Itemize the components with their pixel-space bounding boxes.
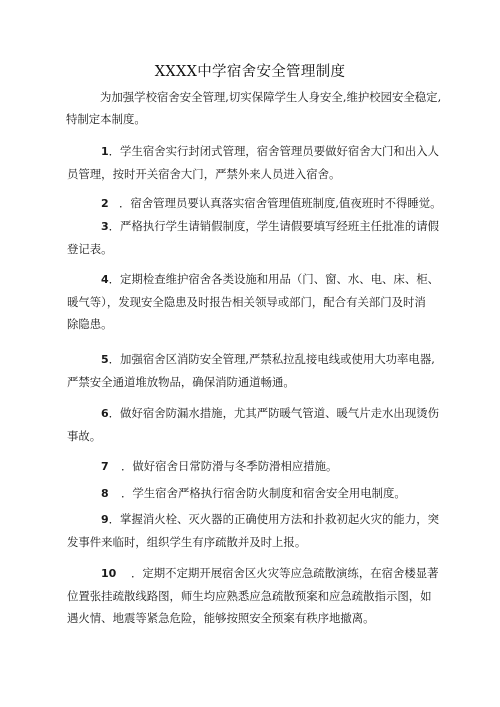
rule-item-10 [67,562,441,629]
rule-text-line: 位置张挂疏散线路图，师生均应熟悉应急疏散预案和应急疏散指示图，如 [67,589,432,603]
rule-text-line: ．宿舍管理员要认真落实宿舍管理值班制度,值夜班时不得睡觉。 [119,196,442,210]
rule-text-line: ．学生宿舍严格执行宿舍防火制度和宿舍安全用电制度。 [121,486,406,500]
rule-text-line: 登记表。 [67,242,113,256]
rule-number: 8 [101,487,109,500]
rule-item-3 [67,215,441,260]
rule-number: 5 [101,353,109,366]
rule-text-line: ．严格执行学生请销假制度，学生请假要填写经班主任批准的请假 [108,219,439,233]
rule-number: 3 [101,220,109,233]
rule-text-line: ．掌握消火栓、灭火器的正确使用方法和扑救初起火灾的能力，突 [108,512,439,526]
rule-item-7 [101,455,441,478]
rule-item-2 [101,192,441,215]
rule-item-1 [67,140,441,185]
document-title: XXXX中学宿舍安全管理制度 [154,64,346,80]
rule-item-9 [67,508,441,553]
rule-number: 2 [101,197,109,210]
rule-text-line: 事故。 [67,429,102,443]
intro-paragraph [66,86,442,130]
rule-text-line: ．定期检查维护宿舍各类设施和用品（门、窗、水、电、床、柜、 [108,272,439,286]
rule-text-line: ．学生宿舍实行封闭式管理，宿舍管理员要做好宿舍大门和出入人 [108,144,439,158]
rule-text-line: ．定期不定期开展宿舍区火灾等应急疏散演练，在宿舍楼显著 [131,566,439,580]
rule-item-6 [67,402,441,447]
rule-text-line: 发事件来临时，组织学生有序疏散并及时上报。 [67,535,307,549]
rule-text-line: ．加强宿舍区消防安全管理,严禁私拉乱接电线或使用大功率电器, [108,352,435,366]
rule-text-line: 除隐患。 [67,317,113,331]
rule-text-line: 暖气等），发现安全隐患及时报告相关领导或部门，配合有关部门及时消 [67,295,426,309]
rule-number: 6 [101,407,109,420]
intro-line-2: 特制定本制度。 [66,112,146,126]
rule-number: 4 [101,273,109,286]
rule-number: 7 [101,460,109,473]
rule-text-line: 遇火情、地震等紧急危险，能够按照安全预案有秩序地撤离。 [67,611,375,625]
rule-item-4 [67,268,441,335]
rule-number: 10 [101,567,117,580]
rule-number: 9 [101,513,109,526]
rule-text-line: 员管理，按时开关宿舍大门，严禁外来人员进入宿舍。 [67,167,341,181]
rule-text-line: ．做好宿舍日常防滑与冬季防滑相应措施。 [121,459,338,473]
rule-text-line: 严禁安全通道堆放物品，确保消防通道畅通。 [67,375,295,389]
rule-text-line: ．做好宿舍防漏水措施，尤其严防暖气管道、暖气片走水出现烫伤 [108,406,439,420]
intro-line-1: 为加强学校宿舍安全管理,切实保障学生人身安全,维护校园安全稳定, [100,90,442,104]
rule-item-8 [101,482,441,505]
rule-number: 1 [101,145,109,158]
rule-item-5 [67,348,441,393]
